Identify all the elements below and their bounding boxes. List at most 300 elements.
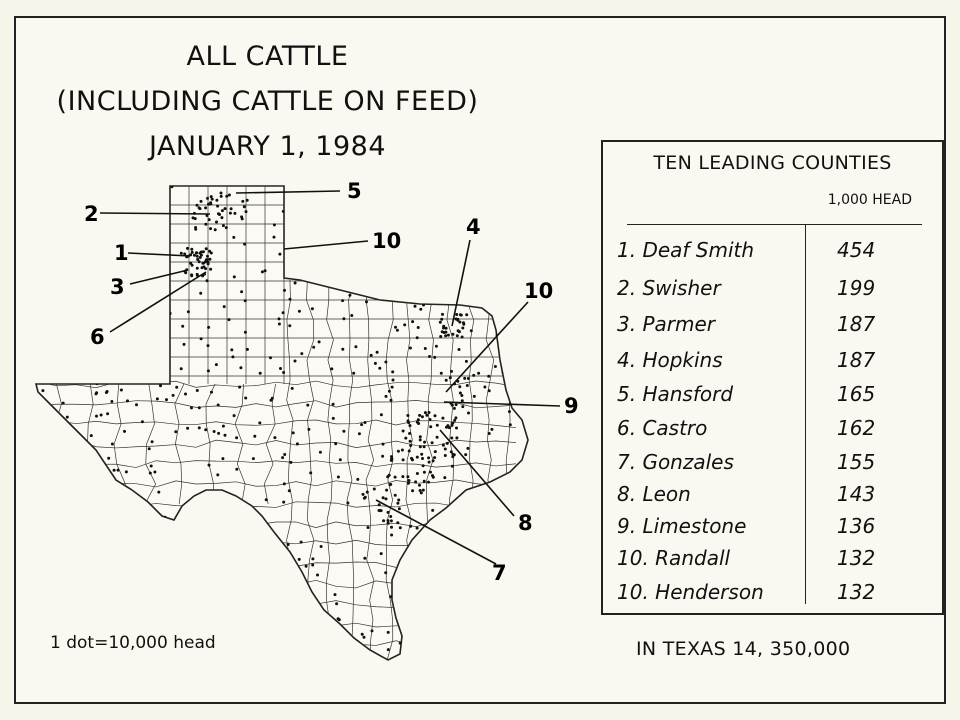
cattle-dot — [300, 541, 303, 544]
cattle-dot — [153, 333, 156, 336]
cattle-dot — [198, 206, 201, 209]
cattle-dot — [401, 475, 404, 478]
cattle-dot — [469, 494, 472, 497]
cattle-dot — [458, 321, 461, 324]
cattle-dot — [422, 464, 425, 467]
cattle-dot — [356, 478, 359, 481]
cattle-dot — [407, 245, 410, 248]
cattle-dot — [153, 607, 156, 610]
cattle-dot — [522, 535, 525, 538]
cattle-dot — [497, 640, 500, 643]
cattle-dot — [461, 405, 464, 408]
cattle-dot — [503, 605, 506, 608]
cattle-dot — [180, 367, 183, 370]
cattle-dot — [240, 290, 243, 293]
cattle-dot — [172, 394, 175, 397]
cattle-dot — [350, 314, 353, 317]
cattle-dot — [307, 241, 310, 244]
cattle-dot — [423, 445, 426, 448]
cattle-dot — [124, 562, 127, 565]
cattle-dot — [447, 334, 450, 337]
cattle-dot — [342, 206, 345, 209]
cattle-dot — [362, 493, 365, 496]
cattle-dot — [397, 499, 400, 502]
cattle-dot — [290, 266, 293, 269]
cattle-dot — [380, 552, 383, 555]
cattle-dot — [148, 447, 151, 450]
table-row — [617, 382, 917, 412]
cattle-dot — [292, 431, 295, 434]
cattle-dot — [385, 497, 388, 500]
cattle-dot — [515, 339, 518, 342]
cattle-dot — [111, 443, 114, 446]
cattle-dot — [86, 535, 89, 538]
cattle-dot — [387, 522, 390, 525]
cattle-dot — [62, 402, 65, 405]
cattle-dot — [422, 280, 425, 283]
cattle-dot — [449, 223, 452, 226]
cattle-dot — [70, 499, 73, 502]
cattle-dot — [244, 397, 247, 400]
cattle-dot — [208, 258, 211, 261]
cattle-dot — [416, 336, 419, 339]
cattle-dot — [444, 513, 447, 516]
cattle-dot — [484, 651, 487, 654]
cattle-dot — [311, 557, 314, 560]
cattle-dot — [455, 511, 458, 514]
county-line — [36, 601, 516, 608]
cattle-dot — [218, 213, 221, 216]
cattle-dot — [361, 633, 364, 636]
cattle-dot — [242, 526, 245, 529]
cattle-dot — [470, 329, 473, 332]
cattle-dot — [435, 573, 438, 576]
cattle-dot — [152, 188, 155, 191]
cattle-dot — [439, 335, 442, 338]
cattle-dot — [102, 256, 105, 259]
cattle-dot — [465, 313, 468, 316]
cattle-dot — [502, 480, 505, 483]
cattle-dot — [337, 476, 340, 479]
cattle-dot — [466, 384, 469, 387]
cattle-dot — [418, 484, 421, 487]
cattle-dot — [451, 333, 454, 336]
cattle-dot — [55, 437, 58, 440]
cattle-dot — [459, 392, 462, 395]
cattle-dot — [488, 389, 491, 392]
cattle-dot — [47, 273, 50, 276]
callout-4: 4 — [466, 215, 481, 239]
cattle-dot — [502, 335, 505, 338]
cattle-dot — [451, 424, 454, 427]
cattle-dot — [298, 310, 301, 313]
cattle-dot — [250, 555, 253, 558]
cattle-dot — [441, 609, 444, 612]
cattle-dot — [446, 205, 449, 208]
cattle-dot — [270, 399, 273, 402]
cattle-dot — [419, 308, 422, 311]
cattle-dot — [360, 423, 363, 426]
cattle-dot — [201, 262, 204, 265]
cattle-dot — [191, 251, 194, 254]
cattle-dot — [58, 275, 61, 278]
cattle-dot — [341, 299, 344, 302]
cattle-dot — [53, 528, 56, 531]
cattle-dot — [433, 356, 436, 359]
cattle-dot — [157, 286, 160, 289]
cattle-dot — [409, 347, 412, 350]
cattle-dot — [239, 611, 242, 614]
cattle-dot — [337, 617, 340, 620]
county-line — [36, 580, 516, 588]
cattle-dot — [98, 548, 101, 551]
cattle-dot — [392, 211, 395, 214]
cattle-dot — [208, 218, 211, 221]
cattle-dot — [246, 199, 249, 202]
cattle-dot — [404, 437, 407, 440]
cattle-dot — [291, 387, 294, 390]
cattle-dot — [99, 593, 102, 596]
cattle-dot — [265, 498, 268, 501]
cattle-dot — [245, 210, 248, 213]
cattle-dot — [217, 432, 220, 435]
cattle-dot — [334, 593, 337, 596]
cattle-dot — [440, 648, 443, 651]
cattle-dot — [462, 323, 465, 326]
cattle-dot — [497, 185, 500, 188]
cattle-dot — [123, 430, 126, 433]
cattle-dot — [129, 554, 132, 557]
cattle-dot — [463, 377, 466, 380]
cattle-dot — [252, 457, 255, 460]
cattle-dot — [306, 404, 309, 407]
cattle-dot — [332, 403, 335, 406]
cattle-dot — [165, 398, 168, 401]
cattle-dot — [326, 201, 329, 204]
cattle-dot — [67, 602, 70, 605]
cattle-dot — [235, 468, 238, 471]
cattle-dot — [304, 241, 307, 244]
cattle-dot — [326, 645, 329, 648]
cattle-dot — [423, 441, 426, 444]
cattle-dot — [503, 556, 506, 559]
cattle-dot — [445, 327, 448, 330]
cattle-dot — [352, 372, 355, 375]
cattle-dot — [71, 212, 74, 215]
cattle-dot — [206, 197, 209, 200]
cattle-dot — [353, 235, 356, 238]
cattle-dot — [521, 341, 524, 344]
cattle-dot — [444, 448, 447, 451]
cattle-dot — [227, 625, 230, 628]
cattle-dot — [435, 345, 438, 348]
cattle-dot — [283, 482, 286, 485]
cattle-dot — [60, 327, 63, 330]
county-name: 2. Swisher — [617, 276, 721, 300]
cattle-dot — [142, 340, 145, 343]
table-row — [617, 580, 917, 610]
cattle-dot — [187, 310, 190, 313]
cattle-dot — [364, 236, 367, 239]
cattle-dot — [59, 506, 62, 509]
cattle-dot — [311, 564, 314, 567]
cattle-dot — [209, 227, 212, 230]
cattle-dot — [71, 616, 74, 619]
cattle-dot — [278, 317, 281, 320]
cattle-dot — [409, 424, 412, 427]
county-head-count: 132 — [837, 580, 876, 604]
cattle-dot — [305, 565, 308, 568]
cattle-dot — [332, 275, 335, 278]
cattle-dot — [198, 406, 201, 409]
cattle-dot — [461, 336, 464, 339]
cattle-dot — [99, 614, 102, 617]
cattle-dot — [200, 200, 203, 203]
cattle-dot — [455, 313, 458, 316]
cattle-dot — [200, 254, 203, 257]
cattle-dot — [61, 215, 64, 218]
cattle-dot — [345, 651, 348, 654]
table-title: TEN LEADING COUNTIES — [653, 152, 892, 174]
cattle-dot — [140, 518, 143, 521]
cattle-dot — [385, 489, 388, 492]
callout-7: 7 — [492, 561, 507, 585]
cattle-dot — [420, 491, 423, 494]
cattle-dot — [385, 395, 388, 398]
cattle-dot — [421, 213, 424, 216]
cattle-dot — [341, 348, 344, 351]
cattle-dot — [230, 348, 233, 351]
cattle-dot — [80, 347, 83, 350]
cattle-dot — [443, 476, 446, 479]
cattle-dot — [441, 417, 444, 420]
cattle-dot — [456, 514, 459, 517]
cattle-dot — [90, 434, 93, 437]
cattle-dot — [332, 627, 335, 630]
cattle-dot — [338, 208, 341, 211]
county-head-count: 187 — [837, 312, 876, 336]
cattle-dot — [418, 277, 421, 280]
cattle-dot — [440, 318, 443, 321]
cattle-dot — [348, 294, 351, 297]
cattle-dot — [220, 529, 223, 532]
cattle-dot — [411, 489, 414, 492]
county-head-count: 199 — [837, 276, 876, 300]
cattle-dot — [174, 430, 177, 433]
cattle-dot — [397, 450, 400, 453]
cattle-dot — [176, 594, 179, 597]
county-name: 1. Deaf Smith — [617, 238, 755, 262]
cattle-dot — [101, 190, 104, 193]
cattle-dot — [289, 298, 292, 301]
callout-6: 6 — [90, 325, 105, 349]
cattle-dot — [455, 427, 458, 430]
cattle-dot — [118, 267, 121, 270]
callout-2: 2 — [84, 202, 99, 226]
cattle-dot — [45, 199, 48, 202]
cattle-dot — [220, 195, 223, 198]
cattle-dot — [273, 223, 276, 226]
cattle-dot — [126, 186, 129, 189]
cattle-dot — [224, 565, 227, 568]
cattle-dot — [167, 626, 170, 629]
cattle-dot — [444, 454, 447, 457]
cattle-dot — [474, 531, 477, 534]
cattle-dot — [222, 224, 225, 227]
cattle-dot — [399, 526, 402, 529]
cattle-dot — [111, 597, 114, 600]
cattle-dot — [411, 458, 414, 461]
cattle-dot — [509, 582, 512, 585]
cattle-dot — [82, 261, 85, 264]
cattle-dot — [434, 450, 437, 453]
cattle-dot — [390, 534, 393, 537]
cattle-dot — [526, 199, 529, 202]
cattle-dot — [186, 427, 189, 430]
cattle-dot — [429, 548, 432, 551]
cattle-dot — [204, 206, 207, 209]
cattle-dot — [181, 325, 184, 328]
cattle-dot — [44, 555, 47, 558]
cattle-dot — [394, 494, 397, 497]
title-line-2: (INCLUDING CATTLE ON FEED) — [56, 86, 479, 117]
cattle-dot — [445, 379, 448, 382]
cattle-dot — [79, 520, 82, 523]
cattle-dot — [207, 344, 210, 347]
cattle-dot — [402, 430, 405, 433]
cattle-dot — [287, 543, 290, 546]
cattle-dot — [424, 347, 427, 350]
cattle-dot — [126, 399, 129, 402]
cattle-dot — [396, 521, 399, 524]
cattle-dot — [419, 435, 422, 438]
cattle-dot — [148, 216, 151, 219]
cattle-dot — [500, 316, 503, 319]
cattle-dot — [224, 434, 227, 437]
cattle-dot — [406, 475, 409, 478]
title-line-3: JANUARY 1, 1984 — [148, 131, 387, 162]
cattle-dot — [66, 416, 69, 419]
cattle-dot — [208, 464, 211, 467]
cattle-dot — [416, 527, 419, 530]
cattle-dot — [346, 502, 349, 505]
cattle-dot — [483, 514, 486, 517]
cattle-dot — [213, 430, 216, 433]
cattle-dot — [199, 292, 202, 295]
cattle-dot — [286, 556, 289, 559]
cattle-dot — [196, 389, 199, 392]
cattle-dot — [208, 250, 211, 253]
cattle-dot — [47, 323, 50, 326]
cattle-dot — [184, 393, 187, 396]
cattle-dot — [408, 647, 411, 650]
cattle-dot — [414, 480, 417, 483]
cattle-dot — [521, 381, 524, 384]
cattle-dot — [424, 411, 427, 414]
cattle-dot — [54, 289, 57, 292]
cattle-dot — [296, 442, 299, 445]
cattle-dot — [472, 374, 475, 377]
cattle-dot — [391, 370, 394, 373]
cattle-dot — [428, 355, 431, 358]
cattle-dot — [449, 376, 452, 379]
county-head-count: 132 — [837, 546, 876, 570]
county-name: 7. Gonzales — [617, 450, 734, 474]
cattle-dot — [354, 654, 357, 657]
cattle-dot — [419, 254, 422, 257]
cattle-dot — [446, 262, 449, 265]
cattle-dot — [96, 459, 99, 462]
callout-10-henderson: 10 — [524, 279, 554, 303]
cattle-dot — [186, 247, 189, 250]
cattle-dot — [387, 519, 390, 522]
cattle-dot — [79, 323, 82, 326]
cattle-dot — [427, 456, 430, 459]
cattle-dot — [342, 317, 345, 320]
cattle-dot — [312, 346, 315, 349]
cattle-dot — [215, 199, 218, 202]
cattle-dot — [432, 211, 435, 214]
cattle-dot — [371, 629, 374, 632]
county-head-count: 162 — [837, 416, 876, 440]
cattle-dot — [269, 356, 272, 359]
cattle-dot — [301, 642, 304, 645]
cattle-dot — [136, 552, 139, 555]
cattle-dot — [71, 477, 74, 480]
cattle-dot — [45, 600, 48, 603]
cattle-dot — [244, 299, 247, 302]
cattle-dot — [204, 260, 207, 263]
cattle-dot — [441, 313, 444, 316]
cattle-dot — [216, 205, 219, 208]
cattle-dot — [419, 438, 422, 441]
cattle-dot — [69, 237, 72, 240]
cattle-dot — [366, 491, 369, 494]
cattle-dot — [278, 559, 281, 562]
cattle-dot — [209, 268, 212, 271]
cattle-dot — [330, 367, 333, 370]
cattle-dot — [378, 278, 381, 281]
dot-key: 1 dot=10,000 head — [50, 633, 216, 653]
cattle-dot — [461, 327, 464, 330]
cattle-dot — [63, 186, 66, 189]
cattle-dot — [288, 324, 291, 327]
cattle-dot — [128, 350, 131, 353]
cattle-dot — [458, 385, 461, 388]
cattle-dot — [259, 372, 262, 375]
cattle-dot — [508, 410, 511, 413]
cattle-dot — [207, 369, 210, 372]
cattle-dot — [394, 326, 397, 329]
cattle-dot — [423, 480, 426, 483]
county-line — [36, 540, 516, 548]
cattle-dot — [236, 643, 239, 646]
cattle-dot — [439, 321, 442, 324]
cattle-dot — [284, 590, 287, 593]
cattle-dot — [109, 524, 112, 527]
cattle-dot — [316, 574, 319, 577]
cattle-dot — [440, 372, 443, 375]
cattle-dot — [282, 371, 285, 374]
cattle-dot — [396, 502, 399, 505]
cattle-dot — [382, 519, 385, 522]
county-name: 9. Limestone — [617, 514, 747, 538]
cattle-dot — [477, 372, 480, 375]
cattle-dot — [190, 248, 193, 251]
cattle-dot — [483, 386, 486, 389]
cattle-dot — [118, 620, 121, 623]
cattle-dot — [396, 579, 399, 582]
